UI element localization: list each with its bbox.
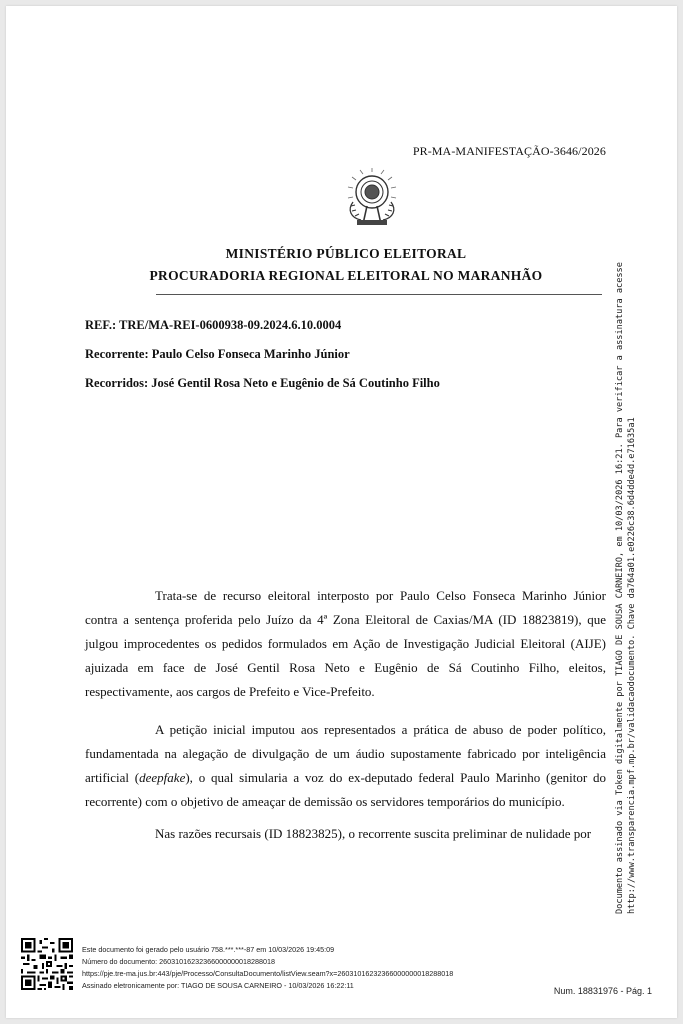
document-page (6, 6, 677, 1018)
footer-document-link[interactable]: https://pje.tre-ma.jus.br:443/pje/Processo/ConsultaDocumento/listView.seam?x=26031016232366000000018288018 (82, 969, 454, 978)
heading-divider (156, 294, 602, 295)
page-number: Num. 18831976 - Pág. 1 (553, 986, 652, 996)
paragraph-1: Trata-se de recurso eleitoral interposto por Paulo Celso Fonseca Marinho Júnior contra a sentença proferida pelo Juízo da 4ª Zona Eleitoral de Caxias/MA (ID 18823819), que julgou improcedentes os pedidos formulados em Ação de Investigação Judicial Eleitoral (AIJE) ajuizada em face de José Gentil Rosa Neto e Eugênio de Sá Coutinho Filho, eleitos, respectivamente, aos cargos de Prefeito e Vice-Prefeito. (85, 588, 606, 699)
signature-stamp (614, 238, 674, 914)
paragraph-2 (85, 718, 606, 814)
paragraph-2-before: A petição inicial imputou aos representados a prática de abuso de poder político, fundamentada na alegação de divulgação de um áudio supostamente fabricado por inteligência artificial ( (85, 722, 606, 785)
footer-document-number: Número do documento: 26031016232366000000018288018 (82, 957, 276, 966)
paragraph-3: Nas razões recursais (ID 18823825), o recorrente suscita preliminar de nulidade por (155, 826, 592, 841)
appellant: Recorrente: Paulo Celso Fonseca Marinho Júnior (85, 347, 350, 361)
office-heading: PROCURADORIA REGIONAL ELEITORAL NO MARANHÃO (149, 268, 543, 283)
signature-stamp-line-1: Documento assinado via Token digitalmente por TIAGO DE SOUSA CARNEIRO, em 10/03/2026 16:21. Para verificar a assinatura acesse (615, 262, 625, 914)
manifestation-code: PR-MA-MANIFESTAÇÃO-3646/2026 (412, 144, 606, 158)
qr-code-icon (21, 938, 73, 990)
institution-heading: MINISTÉRIO PÚBLICO ELEITORAL (225, 246, 467, 261)
paragraph-2-after: ), o qual simularia a voz do ex-deputado federal Paulo Marinho (genitor do recorrente) com o objetivo de ameaçar de demissão os servidores temporários do município. (85, 770, 606, 809)
case-reference: REF.: TRE/MA-REI-0600938-09.2024.6.10.0004 (85, 318, 342, 332)
footer-signed-by: Assinado eletronicamente por: TIAGO DE SOUSA CARNEIRO - 10/03/2026 16:22:11 (82, 981, 354, 990)
appellees: Recorridos: José Gentil Rosa Neto e Eugênio de Sá Coutinho Filho (85, 376, 440, 390)
coat-of-arms-icon (343, 166, 401, 228)
paragraph-2-italic: deepfake (139, 770, 186, 785)
footer-generated-by: Este documento foi gerado pelo usuário 758.***.***-87 em 10/03/2026 19:45:09 (82, 945, 335, 954)
signature-stamp-line-2: http://www.transparencia.mpf.mp.br/validacaodocumento. Chave da764a01.e0226c38.6d4dde4d.e71635a1 (627, 417, 637, 914)
